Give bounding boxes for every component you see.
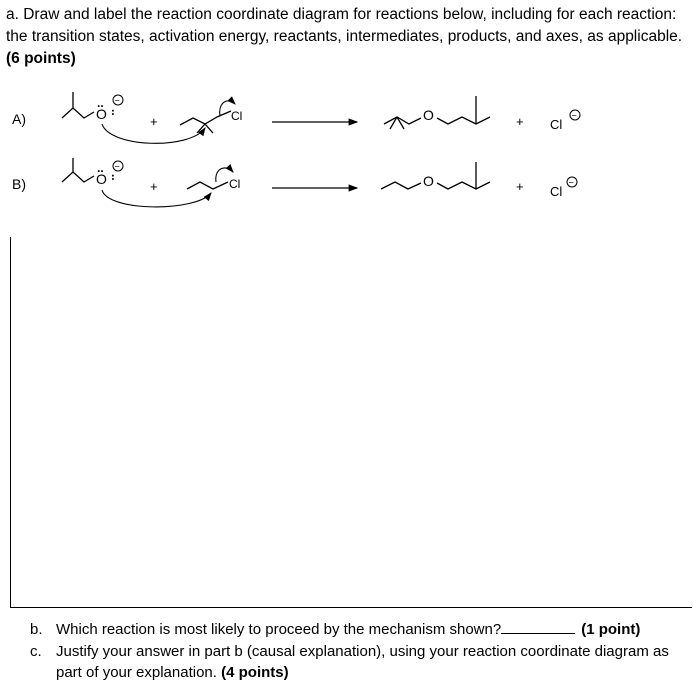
question-c-letter: c. [30, 642, 42, 660]
reaction-a-lone-pair-right: .. [109, 109, 123, 116]
reaction-b-chloride: Cl [550, 184, 563, 199]
reaction-b-charge-sign: − [114, 161, 120, 172]
question-c-points: (4 points) [221, 664, 289, 681]
reaction-a-product [384, 96, 490, 129]
reaction-a-chlorine: Cl [231, 109, 243, 123]
reaction-b-chlorine: Cl [229, 177, 241, 191]
reaction-a-alkyl-chloride [180, 111, 231, 133]
reaction-b-product [381, 162, 490, 189]
reaction-b-lone-pair-top: .. [97, 161, 104, 175]
answer-blank[interactable] [501, 619, 575, 634]
reaction-a-plus-2: + [516, 114, 524, 129]
reaction-a-product-oxygen: O [423, 107, 434, 123]
reaction-b-product-oxygen: O [423, 173, 434, 189]
reaction-a-chloride-charge-sign: − [571, 110, 577, 121]
reaction-a-charge-sign: − [114, 95, 120, 106]
reaction-b-label: B) [12, 176, 26, 192]
reaction-a-chloride: Cl [550, 117, 563, 132]
question-b-points: (1 point) [581, 621, 641, 638]
reaction-b-plus-1: + [150, 179, 158, 194]
question-a-text: a. Draw and label the reaction coordinate diagram for reactions below, including for each reaction: the transition states, activation energy, reactants, intermediates, products, and axes, as applicable. [6, 6, 683, 45]
reaction-scheme [0, 78, 693, 218]
question-b-text: Which reaction is most likely to proceed by the mechanism shown? [56, 621, 502, 638]
question-a-points: (6 points) [6, 50, 76, 67]
answer-drawing-area[interactable] [10, 237, 692, 608]
reaction-a-alkoxide [62, 92, 94, 118]
question-b [30, 619, 690, 641]
reaction-a-lone-pair-top: .. [97, 96, 104, 110]
reaction-b-alkyl-chloride [187, 182, 228, 189]
reaction-b-chloride-charge-sign: − [568, 177, 574, 188]
reaction-a-label: A) [12, 111, 26, 127]
reaction-b-plus-2: + [516, 179, 524, 194]
reaction-b-alkoxide [62, 158, 94, 182]
question-list [30, 619, 690, 684]
question-b-letter: b. [30, 621, 43, 638]
question-a [6, 4, 690, 70]
reaction-b-lone-pair-right: .. [109, 174, 123, 181]
reaction-a-plus-1: + [150, 114, 158, 129]
question-c-text: Justify your answer in part b (causal explanation), using your reaction coordinate diagram as part of your explanation. [56, 642, 669, 681]
reaction-a-alkoxide-oxygen: O [96, 106, 107, 122]
question-c [30, 641, 690, 684]
reaction-b-alkoxide-oxygen: O [96, 171, 107, 187]
